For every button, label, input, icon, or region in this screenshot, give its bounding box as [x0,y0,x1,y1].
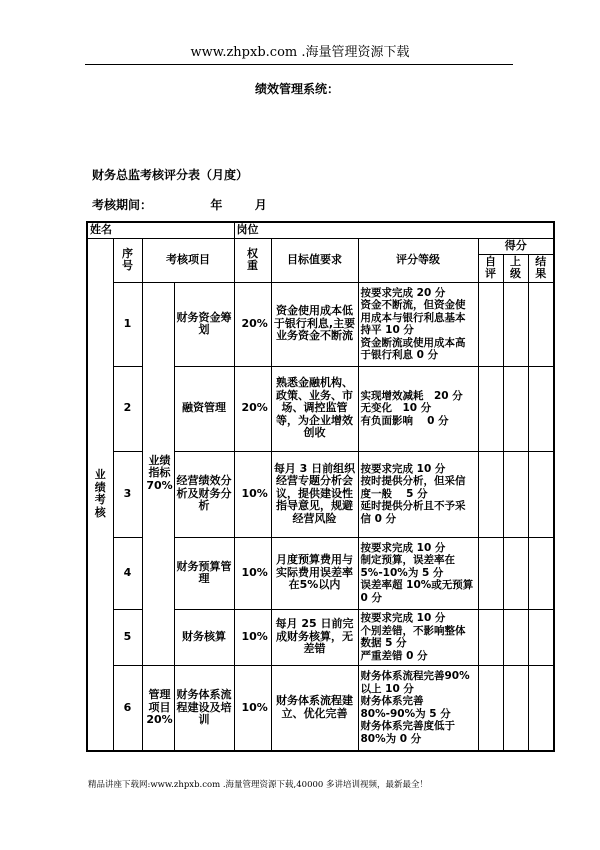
row-item: 财务体系流程建设及培训 [174,665,234,751]
row-target: 月度预算费用与实际费用误差率在5%以内 [271,537,358,609]
self-score-cell[interactable] [478,537,503,609]
position-cell [234,222,554,238]
rating-header: 评分等级 [358,238,478,282]
row-rating: 按要求完成 20 分 资金不断流，但资金使用成本与银行利息基本持平 10 分 资金断流或使用成本高于银行利息 0 分 [358,282,478,366]
name-cell [87,222,234,238]
table-row [87,282,554,366]
assessment-period [92,196,267,213]
superior-score-cell[interactable] [503,451,528,537]
superior-score-cell[interactable] [503,609,528,665]
site-header: www.zhpxb.com .海量管理资源下载 [190,45,410,60]
group-label-management: 管理项目20% [142,665,174,751]
row-index: 6 [113,665,142,751]
table-row [87,665,554,751]
result-score-cell[interactable] [528,609,554,665]
result-score-cell[interactable] [528,451,554,537]
row-item: 财务预算管理 [174,537,234,609]
self-score-cell[interactable] [478,609,503,665]
result-score-cell[interactable] [528,537,554,609]
weight-header: 权重 [234,238,271,282]
header-divider [85,64,513,65]
side-category-label: 业绩考核 [94,468,106,519]
row-index: 5 [113,609,142,665]
row-target: 资金使用成本低于银行利息,主要业务资金不断流 [271,282,358,366]
row-rating: 按要求完成 10 分 按时提供分析，但采信度一般 5 分 延时提供分析且不予采信 0 分 [358,451,478,537]
row-rating: 财务体系流程完善90%以上 10 分 财务体系完善80%-90%为 5 分 财务体系完善度低于 80%为 0 分 [358,665,478,751]
superior-score-cell[interactable] [503,282,528,366]
row-weight: 20% [234,282,271,366]
group-label-performance: 业绩指标70% [142,282,174,665]
side-category-cell [87,238,113,751]
superior-score-cell[interactable] [503,366,528,451]
superior-score-header: 上级 [503,254,528,282]
row-item: 财务核算 [174,609,234,665]
row-weight: 10% [234,609,271,665]
footer-text: 精品讲座下载网:www.zhpxb.com .海量管理资源下载,40000 多讲培训视频，最新最全！ [88,780,429,790]
row-item: 财务资金筹划 [174,282,234,366]
row-target: 财务体系流程建立、优化完善 [271,665,358,751]
assessment-table [86,221,555,752]
row-weight: 10% [234,451,271,537]
row-index: 4 [113,537,142,609]
self-score-cell[interactable] [478,451,503,537]
row-weight: 20% [234,366,271,451]
period-label: 考核期间： [92,198,153,212]
row-item: 融资管理 [174,366,234,451]
name-row [87,222,554,238]
row-index: 1 [113,282,142,366]
row-rating: 实现增效减耗 20 分 无变化 10 分 有负面影响 0 分 [358,366,478,451]
superior-score-cell[interactable] [503,665,528,751]
period-year-unit: 年 [210,198,223,212]
row-rating: 按要求完成 10 分 个别差错，不影响整体数据 5 分 严重差错 0 分 [358,609,478,665]
row-target: 熟悉金融机构、政策、业务、市场、调控监管等，为企业增效创收 [271,366,358,451]
system-title: 绩效管理系统： [255,82,340,96]
self-score-header: 自评 [478,254,503,282]
row-weight: 10% [234,665,271,751]
self-score-cell[interactable] [478,665,503,751]
score-header: 得分 [478,238,554,254]
row-target: 每月 3 日前组织经营专题分析会议，提供建设性指导意见，规避经营风险 [271,451,358,537]
header-row [87,238,554,254]
row-index: 3 [113,451,142,537]
row-item: 经营绩效分析及财务分析 [174,451,234,537]
period-month-unit: 月 [254,198,267,212]
row-target: 每月 25 日前完成财务核算，无差错 [271,609,358,665]
superior-score-cell[interactable] [503,537,528,609]
position-label: 岗位 [236,223,259,236]
self-score-cell[interactable] [478,282,503,366]
result-score-cell[interactable] [528,282,554,366]
name-label: 姓名 [90,223,112,236]
row-rating: 按要求完成 10 分 制定预算，误差率在5%-10%为 5 分 误差率超 10%或无预算 0 分 [358,537,478,609]
self-score-cell[interactable] [478,366,503,451]
result-score-header: 结果 [528,254,554,282]
target-header: 目标值要求 [271,238,358,282]
result-score-cell[interactable] [528,366,554,451]
item-header: 考核项目 [142,238,234,282]
row-weight: 10% [234,537,271,609]
form-title: 财务总监考核评分表（月度） [92,168,249,182]
result-score-cell[interactable] [528,665,554,751]
row-index: 2 [113,366,142,451]
index-header: 序号 [113,238,142,282]
